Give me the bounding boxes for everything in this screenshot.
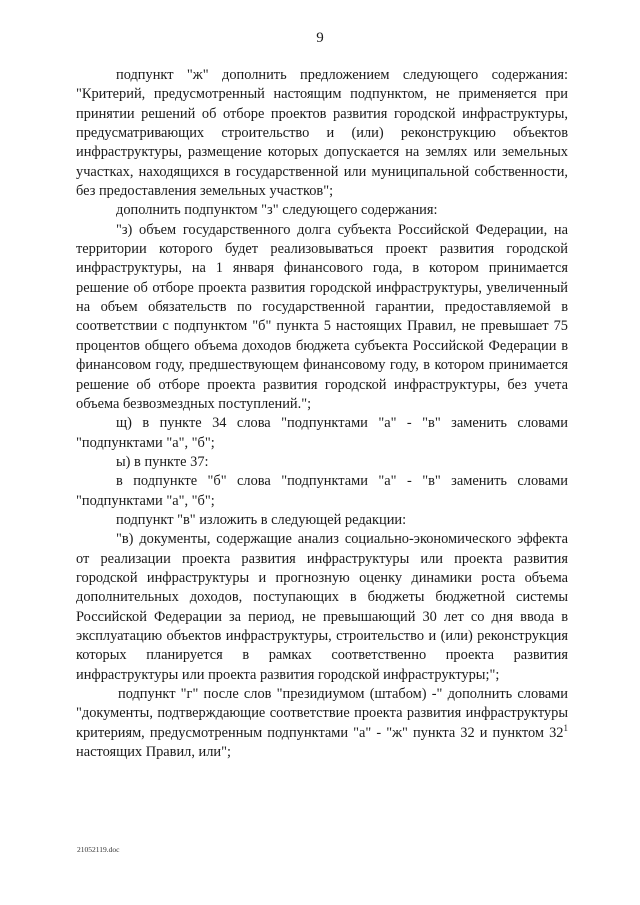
footer-file-code: 21052119.doc [77, 845, 120, 854]
paragraph-subpoint-b: в подпункте "б" слова "подпунктами "а" - "в" заменить словами "подпунктами "а", "б"; [76, 473, 568, 509]
paragraph-subpoint-g-tail: настоящих Правил, или"; [76, 744, 231, 761]
page-number: 9 [316, 30, 324, 46]
paragraph-add-subpoint-z: дополнить подпунктом "з" следующего содержания: [116, 202, 438, 219]
superscript-number: 1 [563, 722, 568, 733]
paragraph-subpoint-g [76, 685, 568, 762]
paragraph-subpoint-v-intro: подпункт "в" изложить в следующей редакции: [116, 511, 407, 528]
paragraph-point-34: щ) в пункте 34 слова "подпунктами "а" - "в" заменить словами "подпунктами "а", "б"; [76, 415, 568, 451]
paragraph-subpoint-g-main: подпункт "г" после слов "президиумом (штабом) -" дополнить словами "документы, подтверждающие соответствие проекта развития инфраструктуры критериям, предусмотренным подпунктами "а" - "ж" пункта 32 и пунктом 32 [76, 686, 568, 741]
paragraph-subpoint-zh: подпункт "ж" дополнить предложением следующего содержания: "Критерий, предусмотренный настоящим подпунктом, не применяется при принятии решений об отборе проектов развития городской инфраструктуры, предусматривающих строительство и (или) реконструкцию объектов инфраструктуры, размещение которых допускается на землях или земельных участках, находящихся в государственной или муниципальной собственности, без предоставления земельных участков"; [76, 67, 568, 200]
document-body [76, 66, 568, 762]
paragraph-point-37: ы) в пункте 37: [116, 453, 209, 470]
paragraph-subpoint-v-text: "в) документы, содержащие анализ социально-экономического эффекта от реализации проекта развития инфраструктуры или проекта развития городской инфраструктуры и прогнозную оценку динамики роста объема дополнительных доходов, поступающих в бюджеты бюджетной системы Российской Федерации за период, не превышающий 30 лет со дня ввода в эксплуатацию объектов инфраструктуры, строительство и (или) реконструкция которых планируется в рамках соответственно проекта развития инфраструктуры или проекта развития городской инфраструктуры;"; [76, 531, 568, 683]
paragraph-subpoint-z-text: "з) объем государственного долга субъекта Российской Федерации, на территории которого будет реализовываться проект развития городской инфраструктуры, на 1 января финансового года, в котором принимается решение об отборе проекта развития городской инфраструктуры, увеличенный на объем обязательств по государственной гарантии, предоставляемой в соответствии с подпунктом "б" пункта 5 настоящих Правил, не превышает 75 процентов общего объема доходов бюджета субъекта Российской Федерации в финансовом году, предшествующем финансовому году, в котором принимается решение об отборе проекта развития городской инфраструктуры, без учета объема безвозмездных поступлений."; [76, 221, 568, 412]
